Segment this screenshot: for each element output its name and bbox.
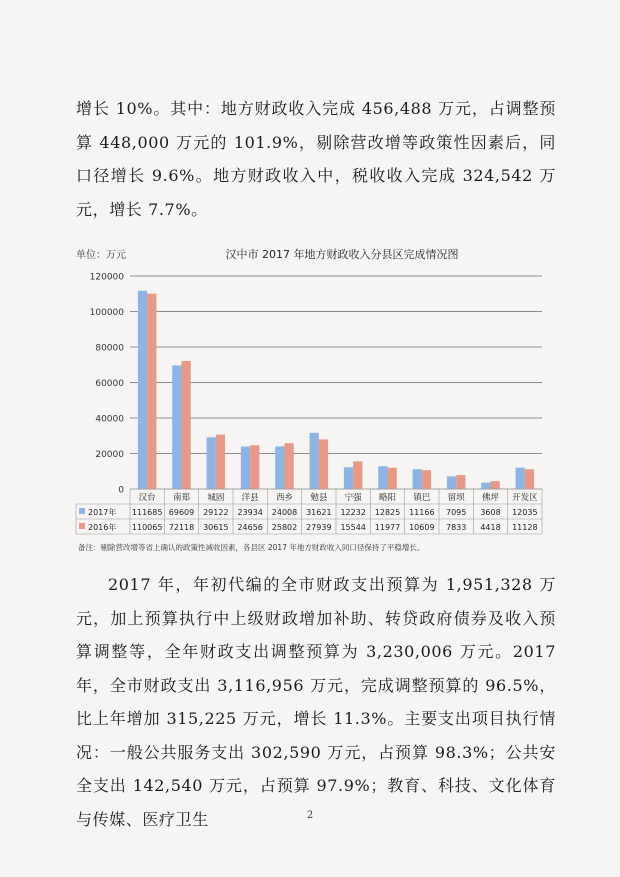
y-tick-label: 100000 bbox=[89, 308, 124, 318]
x-category-label: 城固 bbox=[207, 493, 225, 503]
legend-series-name: 2016年 bbox=[88, 523, 117, 532]
data-table-value: 27939 bbox=[306, 523, 332, 532]
x-category-label: 洋县 bbox=[241, 493, 259, 503]
bar-series1 bbox=[275, 446, 284, 489]
bar-series2 bbox=[491, 481, 500, 489]
y-tick-label: 60000 bbox=[95, 379, 124, 389]
bar-series2 bbox=[388, 468, 397, 489]
legend-series-name: 2017年 bbox=[88, 508, 117, 517]
data-table-value: 111685 bbox=[131, 508, 163, 517]
y-tick-label: 20000 bbox=[95, 450, 124, 460]
data-table-value: 110065 bbox=[131, 523, 163, 532]
revenue-chart bbox=[72, 244, 560, 554]
bar-series1 bbox=[344, 467, 353, 489]
x-category-label: 西乡 bbox=[275, 493, 294, 503]
data-table-value: 31621 bbox=[306, 508, 332, 517]
data-table-value: 11166 bbox=[409, 508, 435, 517]
y-tick-label: 80000 bbox=[95, 343, 124, 354]
paragraph-expenditure: 2017 年，年初代编的全市财政支出预算为 1,951,328 万元，加上预算执行中上级财政增加补助、转贷政府债券及收入预算调整等，全年财政支出调整预算为 3,230,006 万元。2017 年，全市财政支出 3,116,956 万元，完成调整预算的 96.5%，比上年增加 315,225 万元，增长 11.3%。主要支出项目执行情况：一般公共服务支出 302,590 万元，占预算 98.3%；公共安全支出 142,540 万元，占预算 97.9%；教育、科技、文化体育与传媒、医疗卫生 bbox=[76, 575, 556, 829]
data-table-value: 12035 bbox=[512, 508, 538, 517]
x-category-label: 略阳 bbox=[378, 493, 397, 503]
bar-series2 bbox=[525, 469, 534, 489]
data-table-value: 29122 bbox=[203, 508, 229, 517]
data-table-value: 4418 bbox=[480, 523, 501, 532]
bar-series1 bbox=[172, 365, 181, 489]
data-table-value: 7095 bbox=[445, 508, 467, 517]
page-number: 2 bbox=[306, 810, 314, 821]
bar-series2 bbox=[216, 435, 225, 489]
bar-series1 bbox=[516, 468, 525, 489]
x-category-label: 南郑 bbox=[172, 493, 191, 503]
x-category-label: 汉台 bbox=[138, 493, 156, 503]
data-table-value: 30615 bbox=[203, 523, 229, 532]
bar-series2 bbox=[319, 439, 328, 489]
bar-series1 bbox=[207, 437, 216, 489]
bar-series1 bbox=[481, 483, 490, 489]
x-category-label: 留坝 bbox=[447, 493, 465, 503]
bar-series1 bbox=[378, 466, 387, 489]
bar-series2 bbox=[353, 461, 362, 489]
data-table-value: 10609 bbox=[409, 523, 435, 532]
y-tick-label: 120000 bbox=[89, 272, 124, 283]
data-table-value: 24656 bbox=[237, 523, 263, 532]
bar-series1 bbox=[447, 476, 456, 489]
x-category-label: 佛坪 bbox=[481, 493, 500, 503]
data-table-value: 23934 bbox=[237, 508, 263, 517]
bar-series2 bbox=[422, 470, 431, 489]
data-table-value: 11128 bbox=[512, 523, 538, 532]
paragraph-revenue: 增长 10%。其中：地方财政收入完成 456,488 万元，占调整预算 448,000 万元的 101.9%，剔除营改增等政策性因素后，同口径增长 9.6%。地方财政收入中，税收收入完成 324,542 万元，增长 7.7%。 bbox=[76, 99, 556, 219]
bar-series2 bbox=[147, 294, 156, 489]
data-table-value: 11977 bbox=[374, 523, 401, 532]
legend-swatch bbox=[79, 523, 85, 529]
x-category-label: 开发区 bbox=[512, 493, 538, 503]
data-table-value: 7833 bbox=[445, 523, 467, 532]
data-table-value: 72118 bbox=[168, 523, 195, 532]
bar-series1 bbox=[138, 291, 147, 489]
y-tick-label: 0 bbox=[118, 485, 124, 496]
bar-chart-svg bbox=[72, 244, 560, 554]
legend-swatch bbox=[79, 508, 85, 514]
data-table-value: 3608 bbox=[480, 508, 501, 517]
bar-series2 bbox=[182, 361, 191, 489]
x-category-label: 宁强 bbox=[344, 493, 362, 503]
y-tick-label: 40000 bbox=[95, 414, 124, 425]
bar-series2 bbox=[456, 475, 465, 489]
data-table-value: 24008 bbox=[271, 508, 298, 517]
bar-series1 bbox=[413, 469, 422, 489]
data-table-value: 69609 bbox=[168, 508, 195, 517]
data-table-value: 12232 bbox=[340, 508, 366, 517]
data-table-value: 12825 bbox=[374, 508, 401, 517]
bar-series2 bbox=[285, 443, 294, 489]
chart-title: 汉中市 2017 年地方财政收入分县区完成情况图 bbox=[225, 248, 459, 261]
data-table-value: 15544 bbox=[340, 523, 366, 532]
data-table-value: 25802 bbox=[271, 523, 298, 532]
bar-series1 bbox=[310, 433, 319, 489]
bar-series1 bbox=[241, 447, 250, 489]
chart-unit-label: 单位：万元 bbox=[76, 250, 126, 261]
x-category-label: 镇巴 bbox=[413, 493, 431, 503]
chart-note: 备注：剔除营改增等省上确认的政策性减收因素，各县区 2017 年地方财政收入同口径保持了平稳增长。 bbox=[78, 543, 425, 552]
bar-series2 bbox=[250, 445, 259, 489]
x-category-label: 勉县 bbox=[310, 493, 328, 503]
